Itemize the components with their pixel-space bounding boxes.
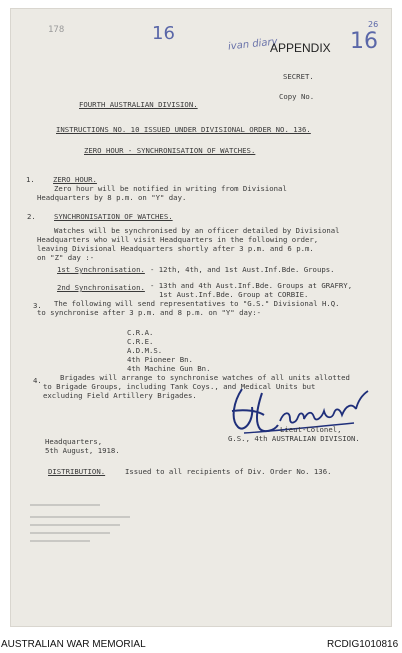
unit-item: A.D.M.S. (127, 346, 163, 355)
signature-rank: Lieut-Colonel, (280, 425, 342, 434)
handwritten-scribble: ivan diary (227, 36, 279, 53)
unit-item: C.R.A. (127, 328, 154, 337)
faint-number: 178 (48, 25, 65, 35)
section-2-text: Watches will be synchronised by an officer detailed by Divisional (54, 226, 340, 235)
section-2-title: SYNCHRONISATION OF WATCHES. (54, 212, 173, 221)
section-2-text: Headquarters who will visit Headquarters in the following order, (37, 235, 319, 244)
copy-number: Copy No. (279, 92, 315, 101)
division-heading: FOURTH AUSTRALIAN DIVISION. (79, 100, 198, 109)
section-1-number: 1. (26, 175, 35, 184)
appendix-number: 16 (350, 29, 378, 54)
distribution-text: Issued to all recipients of Div. Order No. 136. (125, 467, 332, 476)
second-synchronisation-value: 1st Aust.Inf.Bde. Group at CORBIE. (159, 290, 309, 299)
origin-date: 5th August, 1918. (45, 446, 120, 455)
section-2-text: on "Z" day :- (37, 253, 95, 262)
section-1-text: Zero hour will be notified in writing from Divisional (54, 184, 287, 193)
faded-stamp (30, 500, 140, 552)
section-1-text: Headquarters by 8 p.m. on "Y" day. (37, 193, 187, 202)
signature-title: G.S., 4th AUSTRALIAN DIVISION. (228, 434, 360, 443)
corner-number: 26 (368, 20, 379, 29)
section-4-text: excluding Field Artillery Brigades. (43, 391, 197, 400)
institution-label: AUSTRALIAN WAR MEMORIAL (1, 639, 146, 650)
section-4-number: 4. (33, 376, 42, 385)
second-synchronisation-label: 2nd Synchronisation. (57, 283, 145, 292)
classification: SECRET. (283, 72, 314, 81)
appendix-label: APPENDIX (270, 41, 331, 55)
section-3-text: The following will send representatives to "G.S." Divisional H.Q. (54, 299, 340, 308)
reference-number: RCDIG1010816 (327, 639, 399, 650)
origin-place: Headquarters, (45, 437, 103, 446)
instructions-heading: INSTRUCTIONS NO. 10 ISSUED UNDER DIVISIONAL ORDER NO. 136. (56, 125, 311, 134)
first-synchronisation-value: - 12th, 4th, and 1st Aust.Inf.Bde. Groups. (150, 265, 335, 274)
distribution-label: DISTRIBUTION. (48, 467, 106, 476)
section-3-text: to synchronise after 3 p.m. and 8 p.m. on "Y" day:- (37, 308, 262, 317)
section-1-title: ZERO HOUR. (53, 175, 97, 184)
section-2-text: leaving Divisional Headquarters shortly after 3 p.m. and 6 p.m. (37, 244, 314, 253)
unit-item: C.R.E. (127, 337, 154, 346)
section-3-number: 3. (33, 301, 42, 310)
first-synchronisation-label: 1st Synchronisation. (57, 265, 145, 274)
handwritten-number: 16 (152, 23, 175, 44)
unit-item: 4th Pioneer Bn. (127, 355, 193, 364)
section-2-number: 2. (27, 212, 36, 221)
subject-heading: ZERO HOUR - SYNCHRONISATION OF WATCHES. (84, 146, 256, 155)
second-synchronisation-value: - 13th and 4th Aust.Inf.Bde. Groups at GRAFRY, (150, 281, 353, 290)
section-4-text: to Brigade Groups, including Tank Coys., and Medical Units but (43, 382, 316, 391)
unit-item: 4th Machine Gun Bn. (127, 364, 211, 373)
section-4-text: Brigades will arrange to synchronise watches of all units allotted (60, 373, 350, 382)
